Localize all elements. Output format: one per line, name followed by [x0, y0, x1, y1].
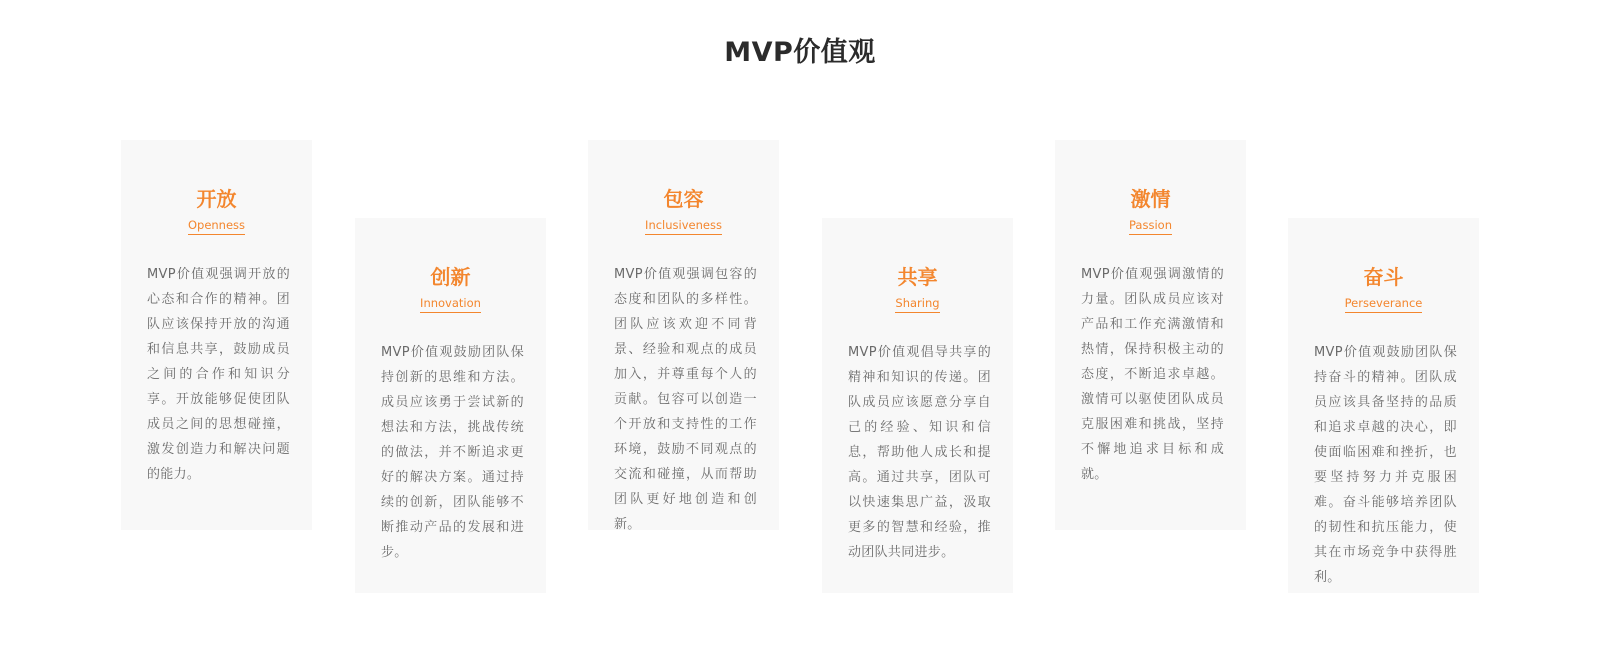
value-card-passion [1055, 140, 1246, 530]
value-title: 包容 [663, 187, 704, 211]
value-subtitle: Perseverance [1345, 296, 1423, 313]
value-description: MVP价值观倡导共享的精神和知识的传递。团队成员应该愿意分享自己的经验、知识和信息，帮助他人成长和提高。通过共享，团队可以快速集思广益，汲取更多的智慧和经验，推动团队共同进步。 [848, 345, 991, 560]
value-subtitle: Inclusiveness [645, 218, 722, 235]
value-card-sharing [822, 218, 1013, 593]
value-title: 奋斗 [1363, 265, 1404, 289]
value-card-inclusiveness [588, 140, 779, 530]
value-title: 共享 [897, 265, 938, 289]
value-description: MVP价值观强调开放的心态和合作的精神。团队应该保持开放的沟通和信息共享，鼓励成员之间的合作和知识分享。开放能够促使团队成员之间的思想碰撞，激发创造力和解决问题的能力。 [147, 267, 290, 482]
page-title: MVP价值观 [724, 37, 876, 68]
value-card-openness [121, 140, 312, 530]
value-card-innovation [355, 218, 546, 593]
value-subtitle: Passion [1129, 218, 1172, 235]
value-card-perseverance [1288, 218, 1479, 593]
value-subtitle: Openness [188, 218, 245, 235]
value-description: MVP价值观鼓励团队保持创新的思维和方法。成员应该勇于尝试新的想法和方法，挑战传统的做法，并不断追求更好的解决方案。通过持续的创新，团队能够不断推动产品的发展和进步。 [381, 345, 524, 560]
value-description: MVP价值观强调激情的力量。团队成员应该对产品和工作充满激情和热情，保持积极主动的态度，不断追求卓越。激情可以驱使团队成员克服困难和挑战，坚持不懈地追求目标和成就。 [1081, 267, 1224, 482]
value-subtitle: Innovation [420, 296, 481, 313]
value-title: 激情 [1130, 187, 1171, 211]
value-title: 创新 [430, 265, 471, 289]
value-description: MVP价值观鼓励团队保持奋斗的精神。团队成员应该具备坚持的品质和追求卓越的决心，即使面临困难和挫折，也要坚持努力并克服困难。奋斗能够培养团队的韧性和抗压能力，使其在市场竞争中获得胜利。 [1314, 345, 1457, 585]
value-subtitle: Sharing [895, 296, 939, 313]
value-title: 开放 [196, 187, 237, 211]
value-description: MVP价值观强调包容的态度和团队的多样性。团队应该欢迎不同背景、经验和观点的成员加入，并尊重每个人的贡献。包容可以创造一个开放和支持性的工作环境，鼓励不同观点的交流和碰撞，从而帮助团队更好地创造和创新。 [614, 267, 757, 532]
